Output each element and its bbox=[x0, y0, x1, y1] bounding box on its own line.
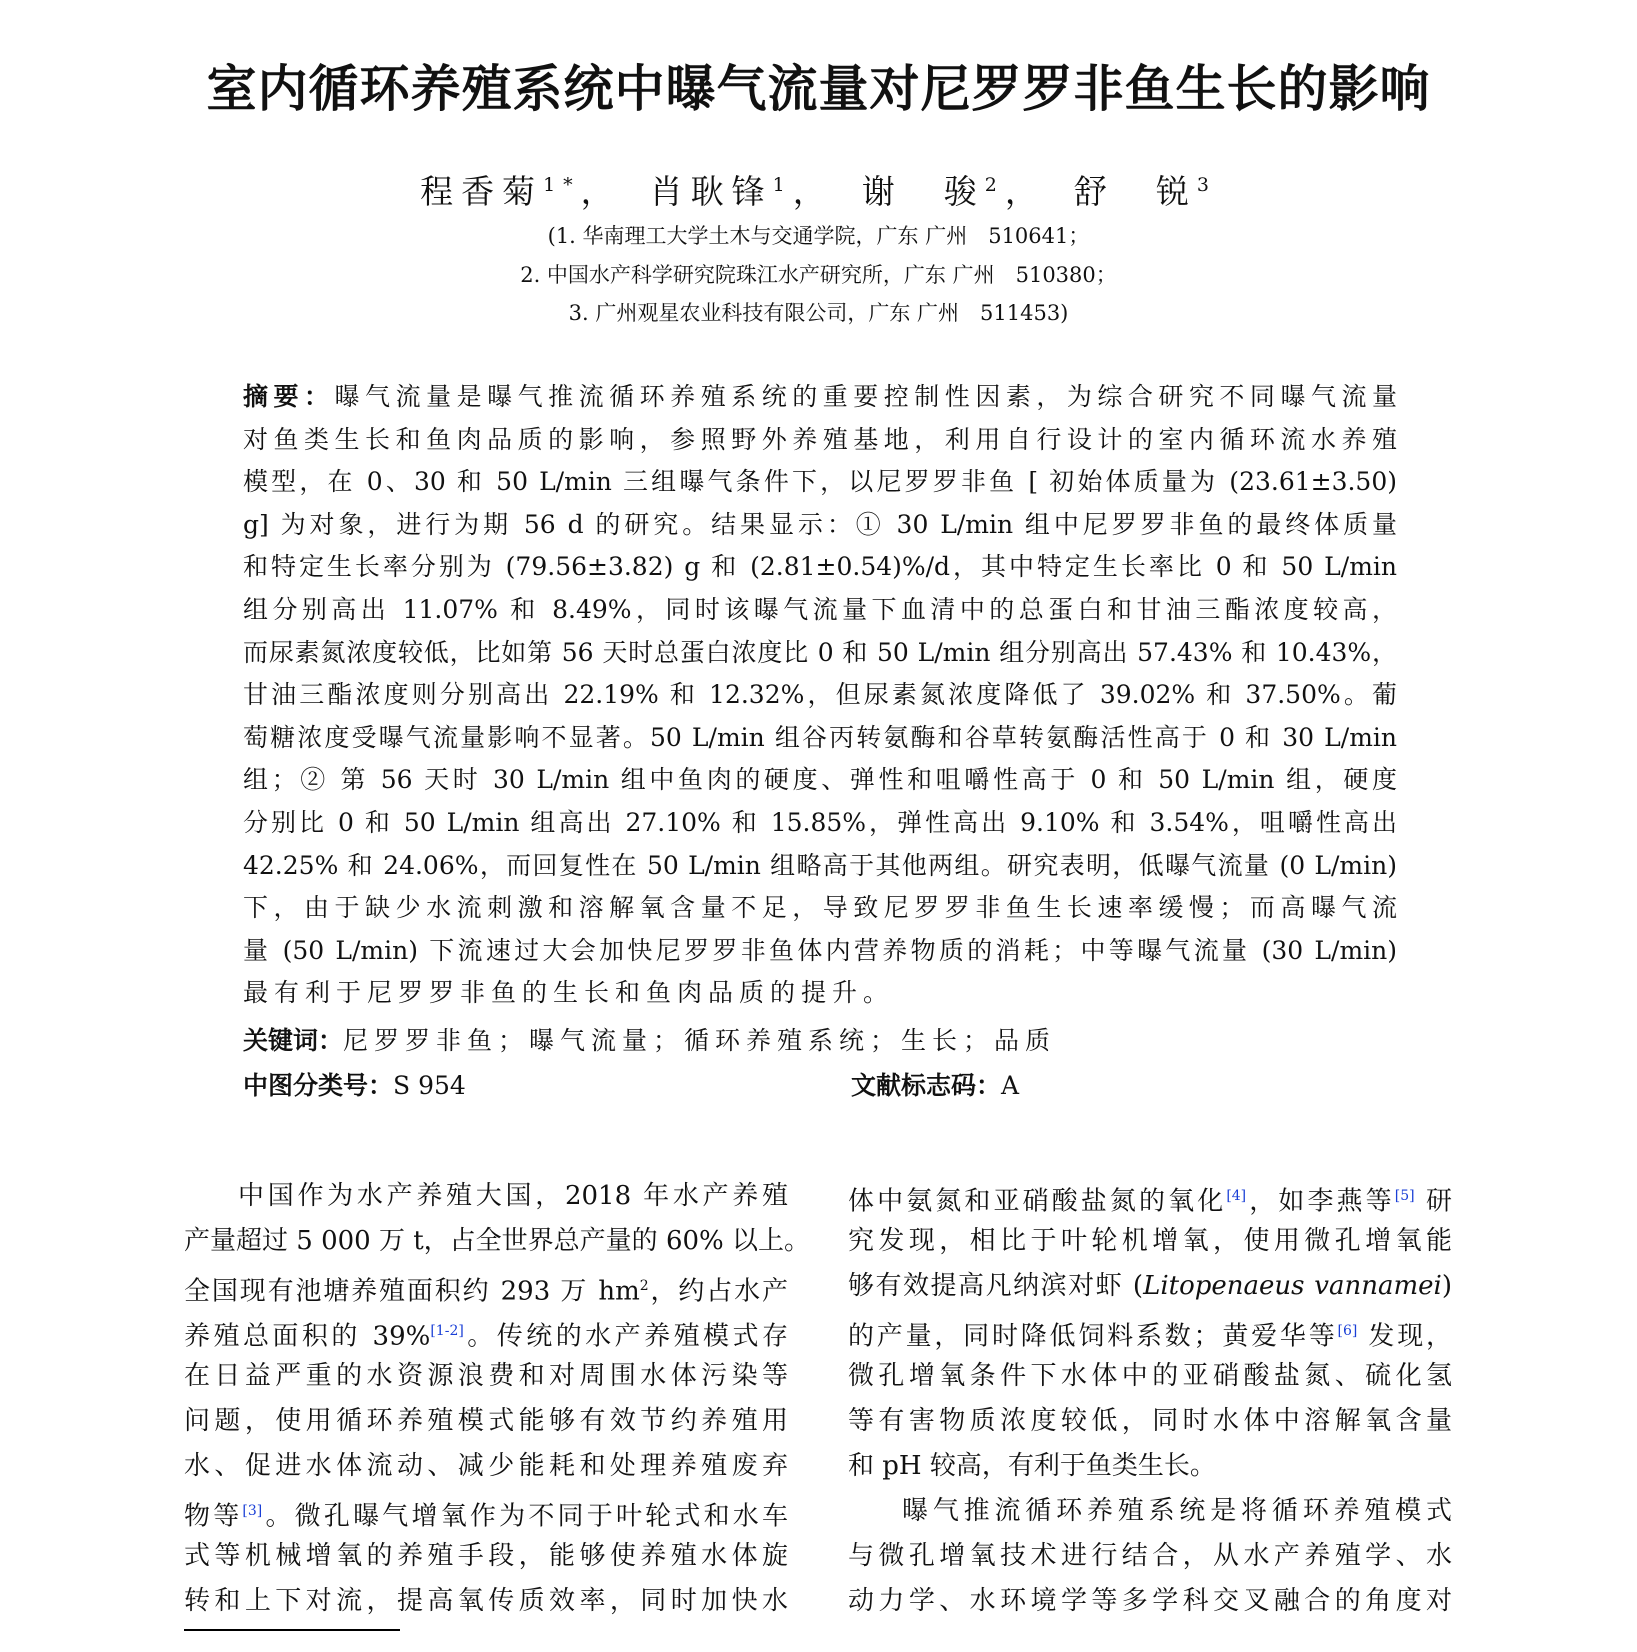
author-list bbox=[0, 162, 1637, 215]
body-text: 研 bbox=[1414, 1186, 1452, 1217]
author-name: 舒 锐 bbox=[1073, 172, 1197, 211]
body-text: 究发现，相比于叶轮机增氧，使用微孔增氧能 bbox=[848, 1226, 1452, 1256]
author-name: 谢 骏 bbox=[861, 172, 985, 211]
body-line bbox=[848, 1264, 1452, 1309]
abstract-text: 42.25% 和 24.06%，而回复性在 50 L/min 组略高于其他两组。研究表明，低曝气流量 (0 L/min) bbox=[243, 850, 1397, 880]
author-separator: ， bbox=[792, 172, 834, 211]
body-text: 物等 bbox=[184, 1501, 243, 1532]
abstract-text: g] 为对象，进行为期 56 d 的研究。结果显示：① 30 L/min 组中尼罗罗非鱼的最终体质量 bbox=[243, 509, 1397, 539]
abstract-text: 曝气流量是曝气推流循环养殖系统的重要控制性因素，为综合研究不同曝气流量 bbox=[334, 382, 1397, 411]
abstract-label: 摘要： bbox=[243, 382, 335, 411]
abstract-text: 最有利于尼罗罗非鱼的生长和鱼肉品质的提升。 bbox=[243, 978, 895, 1008]
abstract-line bbox=[243, 632, 1397, 675]
body-text: 水、促进水体流动、减少能耗和处理养殖废弃 bbox=[184, 1451, 788, 1481]
abstract-text: 和特定生长率分别为 (79.56±3.82) g 和 (2.81±0.54)%/d，其中特定生长率比 0 和 50 L/min bbox=[243, 552, 1397, 582]
body-line bbox=[848, 1579, 1452, 1624]
abstract-text: 模型，在 0、30 和 50 L/min 三组曝气条件下，以尼罗罗非鱼 [ 初始体质量为 (23.61±3.50) bbox=[243, 467, 1397, 497]
abstract-line bbox=[243, 504, 1397, 547]
author-separator: ， bbox=[1004, 172, 1046, 211]
body-text: 问题，使用循环养殖模式能够有效节约养殖用 bbox=[184, 1406, 788, 1436]
body-text: 的产量，同时降低饲料系数；黄爱华等 bbox=[848, 1321, 1338, 1352]
clc-number bbox=[243, 1065, 466, 1107]
abstract-text: 对鱼类生长和鱼肉品质的影响，参照野外养殖基地，利用自行设计的室内循环流水养殖 bbox=[243, 424, 1397, 454]
body-column-right bbox=[848, 1174, 1452, 1624]
body-text: 养殖总面积的 39% bbox=[184, 1321, 431, 1352]
body-text: 转和上下对流，提高氧传质效率，同时加快水 bbox=[184, 1586, 788, 1616]
author-affiliation-mark: 3 bbox=[1196, 174, 1217, 196]
keywords-value: 尼罗罗非鱼；曝气流量；循环养殖系统；生长；品质 bbox=[343, 1026, 1057, 1055]
author-affiliation-mark: 2 bbox=[984, 174, 1005, 196]
affiliation-1: (1. 华南理工大学土木与交通学院，广东 广州 510641； bbox=[547, 224, 1090, 248]
author-separator: ， bbox=[580, 172, 622, 211]
keywords bbox=[243, 1020, 1056, 1062]
body-text: ) bbox=[1441, 1271, 1452, 1301]
doc-code-label: 文献标志码： bbox=[851, 1071, 1002, 1100]
body-text: 式等机械增氧的养殖手段，能够使养殖水体旋 bbox=[184, 1541, 788, 1571]
abstract-line bbox=[243, 589, 1397, 632]
body-line bbox=[848, 1489, 1452, 1534]
body-line bbox=[848, 1444, 1452, 1489]
body-line bbox=[184, 1579, 788, 1624]
abstract-text: 量 (50 L/min) 下流速过大会加快尼罗罗非鱼体内营养物质的消耗；中等曝气流量 (30 L/min) bbox=[243, 935, 1397, 965]
body-text: 发现， bbox=[1357, 1321, 1452, 1352]
citation-link[interactable]: [6] bbox=[1337, 1323, 1358, 1339]
body-line bbox=[848, 1354, 1452, 1399]
body-line bbox=[184, 1264, 788, 1309]
body-text: 与微孔增氧技术进行结合，从水产养殖学、水 bbox=[848, 1541, 1452, 1571]
author-name: 肖耿锋 bbox=[649, 172, 773, 211]
abstract-text: 下，由于缺少水流刺激和溶解氧含量不足，导致尼罗罗非鱼生长速率缓慢；而高曝气流 bbox=[243, 893, 1397, 923]
citation-link[interactable]: [4] bbox=[1226, 1188, 1247, 1204]
body-text: 全国现有池塘养殖面积约 293 万 hm bbox=[184, 1276, 640, 1307]
clc-label: 中图分类号： bbox=[243, 1071, 394, 1100]
body-text: 。传统的水产养殖模式存 bbox=[463, 1321, 788, 1352]
abstract-line bbox=[243, 674, 1397, 717]
author bbox=[420, 172, 622, 211]
abstract-line bbox=[243, 717, 1397, 760]
document-code bbox=[851, 1065, 1019, 1107]
abstract-line bbox=[243, 419, 1397, 462]
abstract-line bbox=[243, 972, 1397, 1015]
body-text: 曝气推流循环养殖系统是将循环养殖模式 bbox=[902, 1496, 1452, 1526]
abstract-text: 组分别高出 11.07% 和 8.49%，同时该曝气流量下血清中的总蛋白和甘油三酯浓度较高， bbox=[243, 595, 1397, 624]
author-affiliation-mark: 1 bbox=[772, 174, 793, 196]
body-line bbox=[848, 1534, 1452, 1579]
body-line bbox=[848, 1399, 1452, 1444]
body-line bbox=[184, 1309, 788, 1354]
author bbox=[862, 172, 1046, 211]
body-text: 中国作为水产养殖大国，2018 年水产养殖 bbox=[238, 1181, 788, 1211]
author-name: 程香菊 bbox=[420, 172, 544, 211]
body-text: 够有效提高凡纳滨对虾 ( bbox=[848, 1271, 1144, 1301]
clc-value: S 954 bbox=[393, 1071, 466, 1100]
affiliation-2: 2. 中国水产科学研究院珠江水产研究所，广东 广州 510380； bbox=[520, 263, 1117, 287]
body-line bbox=[184, 1534, 788, 1579]
author bbox=[650, 172, 834, 211]
body-text: ，如李燕等 bbox=[1246, 1186, 1395, 1217]
abstract-line bbox=[243, 461, 1397, 504]
abstract-line bbox=[243, 887, 1397, 930]
body-text: 等有害物质浓度较低，同时水体中溶解氧含量 bbox=[848, 1406, 1452, 1436]
body-text: 。微孔曝气增氧作为不同于叶轮式和水车 bbox=[262, 1501, 788, 1532]
abstract-line bbox=[243, 759, 1397, 802]
body-text: 在日益严重的水资源浪费和对周围水体污染等 bbox=[184, 1361, 788, 1391]
body-line bbox=[184, 1489, 788, 1534]
body-line bbox=[184, 1219, 810, 1264]
body-line bbox=[184, 1444, 788, 1489]
species-name: Litopenaeus vannamei bbox=[1143, 1271, 1442, 1301]
abstract-line bbox=[243, 376, 1397, 419]
body-line bbox=[848, 1174, 1452, 1219]
abstract-text: 而尿素氮浓度较低，比如第 56 天时总蛋白浓度比 0 和 50 L/min 组分别高出 57.43% 和 10.43%， bbox=[243, 637, 1397, 667]
abstract-text: 分别比 0 和 50 L/min 组高出 27.10% 和 15.85%，弹性高出 9.10% 和 3.54%，咀嚼性高出 bbox=[243, 808, 1397, 837]
citation-link[interactable]: [3] bbox=[242, 1503, 263, 1519]
abstract-line bbox=[243, 802, 1397, 845]
doc-code-value: A bbox=[1001, 1071, 1020, 1100]
author-affiliation-mark: 1* bbox=[543, 174, 581, 196]
citation-link[interactable]: [1-2] bbox=[430, 1323, 464, 1339]
superscript: 2 bbox=[639, 1278, 649, 1294]
abstract-text: 萄糖浓度受曝气流量影响不显著。50 L/min 组谷丙转氨酶和谷草转氨酶活性高于 0 和 30 L/min bbox=[243, 722, 1397, 752]
body-line bbox=[184, 1174, 788, 1219]
abstract-line bbox=[243, 845, 1397, 888]
body-text: 产量超过 5 000 万 t，占全世界总产量的 60% 以上。 bbox=[184, 1226, 810, 1256]
keywords-label: 关键词： bbox=[243, 1026, 344, 1055]
body-column-left bbox=[184, 1174, 810, 1624]
body-text: 体中氨氮和亚硝酸盐氮的氧化 bbox=[848, 1186, 1227, 1217]
abstract-text: 组；② 第 56 天时 30 L/min 组中鱼肉的硬度、弹性和咀嚼性高于 0 和 50 L/min 组，硬度 bbox=[243, 765, 1397, 795]
body-text: ，约占水产 bbox=[648, 1276, 788, 1307]
citation-link[interactable]: [5] bbox=[1394, 1188, 1415, 1204]
abstract-line bbox=[243, 546, 1397, 589]
footnote-divider bbox=[184, 1629, 400, 1631]
body-line bbox=[184, 1354, 788, 1399]
author bbox=[1074, 172, 1217, 211]
body-line bbox=[848, 1309, 1452, 1354]
body-text: 和 pH 较高，有利于鱼类生长。 bbox=[848, 1451, 1216, 1481]
abstract-text: 甘油三酯浓度则分别高出 22.19% 和 12.32%，但尿素氮浓度降低了 39.02% 和 37.50%。葡 bbox=[243, 680, 1397, 710]
body-text: 动力学、水环境学等多学科交叉融合的角度对 bbox=[848, 1586, 1452, 1616]
affiliation-3: 3. 广州观星农业科技有限公司，广东 广州 511453) bbox=[568, 301, 1069, 325]
body-line bbox=[848, 1219, 1452, 1264]
abstract-line bbox=[243, 930, 1397, 973]
paper-title: 室内循环养殖系统中曝气流量对尼罗罗非鱼生长的影响 bbox=[206, 60, 1431, 118]
body-line bbox=[184, 1399, 788, 1444]
body-text: 微孔增氧条件下水体中的亚硝酸盐氮、硫化氢 bbox=[848, 1361, 1452, 1391]
